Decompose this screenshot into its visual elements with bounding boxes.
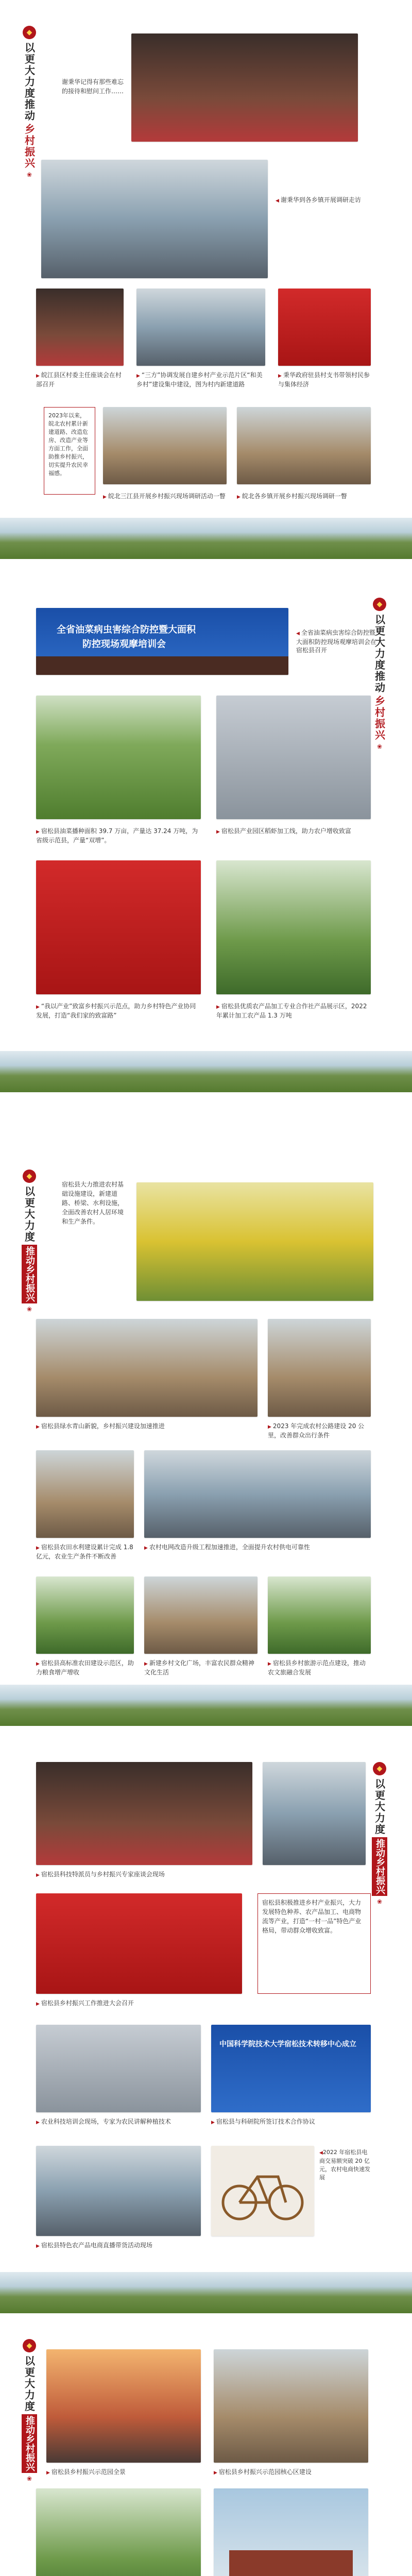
section1-intro: 谢秉华记得有那些难忘的接待和慰问工作…… [62,78,124,95]
section1-title [21,26,38,178]
section4-caption-6-text: 2022 年宿松县电商交易额突破 20 亿元，农村电商快速发展 [319,2149,370,2181]
section4-side-text: 宿松县积极推进乡村产业振兴，大力发展特色种养、农产品加工、电商物流等产业，打造“一村一品”特色产业格局，带动群众增收致富。 [258,1893,371,1994]
ornament-icon: ❀ [376,743,383,750]
section3-photo-highway [144,1450,371,1538]
section2-title [371,598,388,750]
section4-caption-1-text: 宿松县科技特派员与乡村振兴专家座谈会现场 [41,1871,165,1878]
section3-caption-1 [36,1422,258,1431]
section3-title [21,1170,38,1313]
section4-caption-5 [36,2241,201,2250]
emblem-icon: ◆ [23,2339,36,2352]
section1-photo-row3-2 [237,407,371,484]
section3-photo-power [268,1319,371,1417]
section4-caption-6 [319,2148,371,2182]
triangle-icon: ▶ [216,829,220,835]
section3-caption-6-text: 新建乡村文化广场，丰富农民群众精神文化生活 [144,1659,254,1676]
section2-photo-ceremony [36,860,201,994]
section3-caption-7-text: 宿松县乡村旅游示范点建设，推动农文旅融合发展 [268,1659,366,1676]
emblem-icon: ◆ [23,26,36,39]
triangle-icon: ▶ [36,2244,40,2249]
section3-caption-7 [268,1659,371,1676]
section2-intro [296,629,379,654]
section3-caption-5-text: 宿松县高标准农田建设示范区，助力粮食增产增收 [36,1659,134,1676]
section3-caption-4-text: 农村电网改造升级工程加速推进，全面提升农村供电可靠性 [149,1544,310,1551]
triangle-icon: ▶ [144,1662,148,1667]
triangle-icon: ◀ [319,2150,323,2156]
triangle-icon: ▶ [214,2470,217,2476]
section-3 [0,1170,412,1736]
emblem-icon: ◆ [373,1762,386,1775]
section2-banner-line2: 防控现场观摩培训会 [82,639,166,650]
section5-title [21,2339,38,2482]
triangle-icon: ▶ [278,374,282,379]
section2-caption-1-text: 宿松县油菜播种面积 39.7 万亩，产量达 37.24 万吨，为省级示范县，产量“双增”。 [36,827,198,844]
section3-photo-village [144,1577,258,1654]
section4-photo-meeting [36,1762,252,1865]
section4-caption-5-text: 宿松县特色农产品电商直播带货活动现场 [41,2242,152,2249]
section2-banner-line1: 全省油菜病虫害综合防控暨大面积 [57,624,196,635]
section4-caption-4 [211,2117,371,2127]
section2-stage [36,656,288,675]
section-1 [0,0,412,567]
section5-caption-2 [214,2468,368,2477]
triangle-icon: ▶ [237,495,241,500]
triangle-icon: ▶ [103,495,107,500]
triangle-icon: ▶ [36,374,40,379]
section2-landscape [0,1051,412,1092]
section2-caption-2-text: 宿松县产业园区稻虾加工线，助力农户增收致富 [221,827,351,835]
section3-title-red: 推动乡村振兴 [22,1245,37,1303]
triangle-icon: ▶ [136,374,140,379]
section4-photo-signing [211,2025,371,2112]
section3-caption-1-text: 宿松县绿水青山新貌，乡村振兴建设加速推进 [41,1422,165,1430]
section4-caption-3 [36,2117,201,2127]
triangle-icon: ▶ [36,2002,40,2007]
triangle-icon: ▶ [36,1005,40,1010]
section3-caption-3-text: 宿松县农田水利建设累计完成 1.8 亿元，农业生产条件不断改善 [36,1544,133,1560]
section4-caption-4-text: 宿松县与科研院所签订技术合作协议 [216,2118,315,2125]
section1-photo-caption [276,196,363,205]
section3-photo-bridge [36,1319,258,1417]
section3-intro: 宿松县大力推进农村基础设施建设，新建道路、桥梁、水利设施，全面改善农村人居环境和生产条件。 [62,1181,124,1225]
section1-caption-3-text: 秉华政府驻县村支书带领村民参与集体经济 [278,371,370,388]
section4-title [371,1762,388,1905]
section4-photo-conference [36,1893,242,1994]
triangle-icon: ▶ [216,1005,220,1010]
triangle-icon: ▶ [268,1425,271,1430]
ornament-icon: ❀ [26,2475,32,2482]
section2-title-red: 乡村振兴 [373,696,386,741]
section2-photo-meeting [36,608,288,675]
section4-caption-1 [36,1870,252,1879]
triangle-icon: ▶ [144,1546,148,1551]
triangle-icon: ▶ [36,1425,40,1430]
section3-photo-tourism [268,1577,371,1654]
triangle-icon: ▶ [36,829,40,835]
triangle-icon: ▶ [211,2120,215,2125]
section-5 [0,2339,412,2576]
section3-title-black: 以更大力度 [23,1186,36,1243]
section1-photo-caption-text: 谢秉华到各乡镇开展调研走访 [280,196,361,204]
section4-landscape [0,2272,412,2313]
section1-caption-2 [136,371,265,388]
triangle-icon: ▶ [36,1662,40,1667]
triangle-icon: ▶ [268,1662,271,1667]
section3-caption-3 [36,1543,134,1561]
section-4 [0,1762,412,2339]
section4-photo-speaker [263,1762,366,1865]
section1-photo-row2-3 [278,289,371,366]
section4-title-red: 推动乡村振兴 [372,1837,387,1896]
section1-photo-visit [131,33,358,142]
section5-photo-4 [214,2488,368,2576]
ornament-icon: ❀ [26,1306,32,1313]
section3-photo-farmland [36,1577,134,1654]
section3-photo-tower [36,1450,134,1538]
section1-title-red: 乡村振兴 [23,124,36,169]
triangle-icon: ▶ [36,1873,40,1878]
section4-photo-ecommerce [36,2146,201,2236]
section2-photo-factory [216,696,371,819]
section1-caption-1 [36,371,124,388]
section1-title-black: 以更大力度推动 [23,42,36,122]
section3-landscape [0,1685,412,1726]
section2-intro-text: 全省油菜病虫害综合防控暨大面积防控现场观摩培训会在宿松县召开 [296,629,377,654]
section2-caption-4 [216,1002,371,1020]
section1-photo-interview [41,160,268,278]
section5-caption-1 [46,2468,201,2477]
section1-caption-5-text: 皖北各乡镇开展乡村振兴现场调研一瞥 [242,493,347,500]
triangle-icon: ▶ [46,2470,50,2476]
section4-title-black: 以更大力度 [373,1778,386,1835]
section4-caption-3-text: 农业科技培训会现场，专家为农民讲解种植技术 [41,2118,171,2125]
section4-caption-2-text: 宿松县乡村振兴工作推进大会召开 [41,1999,134,2007]
section1-caption-2-text: “三方”协调发展自建乡村产业示范片区“和美乡村”建设集中建设，图为村内新建道路 [136,371,263,388]
ornament-icon: ❀ [26,171,32,178]
section5-caption-1-text: 宿松县乡村振兴示范园全景 [51,2468,126,2476]
section2-caption-1 [36,827,201,844]
section2-caption-2 [216,827,371,836]
section2-photo-field [36,696,201,819]
section4-caption-2 [36,1999,242,2008]
triangle-icon: ◀ [296,631,300,636]
section5-photo-3 [36,2488,201,2576]
section1-photo-row3-1 [103,407,227,484]
section1-caption-3 [278,371,371,388]
section3-caption-2-text: 2023 年完成农村公路建设 20 公里，改善群众出行条件 [268,1422,365,1439]
section2-caption-3 [36,1002,201,1020]
bicycle-icon [211,2146,314,2236]
section2-caption-3-text: “我以产业”致富乡村振兴示范点，助力乡村特色产业协同发展，打造“我们家的致富路” [36,1003,196,1019]
ornament-icon: ❀ [376,1898,383,1905]
section1-caption-1-text: 皖江县区村委主任座谈会在村部召开 [36,371,122,388]
triangle-icon: ▶ [36,1546,40,1551]
section1-landscape [0,518,412,559]
section4-photo-training [36,2025,201,2112]
section3-caption-4 [144,1543,371,1552]
section5-title-red: 推动乡村振兴 [22,2414,37,2473]
emblem-icon: ◆ [373,598,386,611]
section1-photo-row2-1 [36,289,124,366]
section1-caption-5 [237,492,371,501]
section2-title-black: 以更大力度推动 [373,614,386,693]
section-2 [0,592,412,1170]
triangle-icon: ▶ [36,2120,40,2125]
emblem-icon: ◆ [23,1170,36,1183]
triangle-icon: ◀ [276,198,279,204]
section1-caption-4-text: 皖北三江县开展乡村振兴现场调研活动一瞥 [108,493,226,500]
section3-photo-fields [136,1182,373,1301]
section3-caption-6 [144,1659,258,1676]
section1-photo-row2-2 [136,289,265,366]
section2-caption-4-text: 宿松县优质农产品加工专业合作社产品展示区，2022 年累计加工农产品 1.3 万吨 [216,1003,367,1019]
section5-caption-2-text: 宿松县乡村振兴示范园核心区建设 [218,2468,312,2476]
section5-photo-2 [214,2349,368,2463]
section5-photo-1 [46,2349,201,2463]
section5-title-black: 以更大力度 [23,2355,36,2412]
section1-note-box: 2023年以来，皖北农村累计新建道路、改造危房、改造产业等方面工作，全面助推乡村振兴，切实提升农民幸福感。 [44,407,95,495]
section4-banner-text: 中国科学院技术大学宿松技术转移中心成立 [219,2040,356,2048]
section3-caption-5 [36,1659,134,1676]
section5-building [229,2550,353,2576]
section2-photo-products [216,860,371,994]
section4-photo-product [211,2146,314,2236]
section3-caption-2 [268,1422,371,1439]
section1-caption-4 [103,492,227,501]
